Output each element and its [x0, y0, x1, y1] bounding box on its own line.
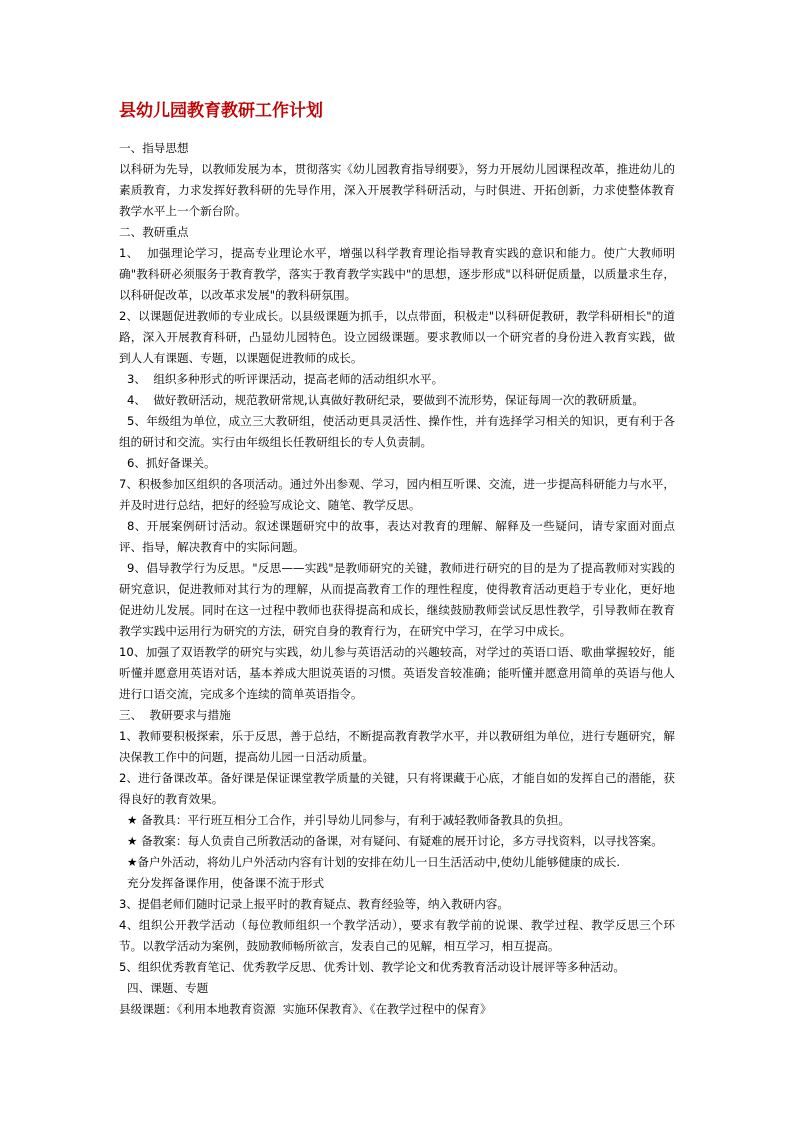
paragraph: 县级课题：《利用本地教育资源 实施环保教育》、《在教学过程中的保育》 — [119, 1002, 492, 1016]
paragraph: ★ 备教案：每人负责自己所教活动的备课，对有疑问、有疑难的展开讨论，多方寻找资料，以寻找答案。 — [127, 834, 663, 848]
paragraph: 4、组织公开教学活动（每位教师组织一个教学活动），要求有教学前的说课、教学过程、教学反思三个环节。以教学活动为案例，鼓励教师畅所欲言，发表自己的见解，相互学习，相互提高。 — [119, 918, 675, 953]
paragraph: 9、倡导教学行为反思。"反思——实践"是教师研究的关键，教师进行研究的目的是为了提高教师对实践的研究意识，促进教师对其行为的理解，从而提高教育工作的理性程度，使得教育活动更趋于专业化，更好地促进幼儿发展。同时在这一过程中教师也获得提高和成长，继续鼓励教师尝试反思性教学，引导教师在教育教学实践中运用行为研究的方法，研究自身的教育行为，在研究中学习，在学习中成长。 — [119, 561, 675, 638]
document-body — [119, 138, 675, 1020]
paragraph: 2、进行备课改革。备好课是保证课堂教学质量的关键，只有将课藏于心底，才能自如的发挥自己的潜能，获得良好的教育效果。 — [119, 771, 675, 806]
paragraph: 1、教师要积极探索，乐于反思，善于总结，不断提高教育教学水平，并以教研组为单位，进行专题研究，解决保教工作中的问题，提高幼儿园一日活动质量。 — [119, 729, 675, 764]
paragraph: 5、年级组为单位，成立三大教研组，使活动更具灵活性、操作性，并有选择学习相关的知识，更有利于各组的研讨和交流。实行由年级组长任教研组长的专人负责制。 — [119, 414, 675, 449]
section-heading: 三、 教研要求与措施 — [119, 708, 231, 722]
document-title: 县幼儿园教育教研工作计划 — [119, 101, 323, 121]
section-heading: 二、教研重点 — [119, 225, 189, 239]
paragraph: 3、提倡老师们随时记录上报平时的教育疑点、教育经验等，纳入教研内容。 — [119, 897, 509, 911]
paragraph: 4、 做好教研活动，规范教研常规,认真做好教研纪录，要做到不流形势，保证每周一次的教研质量。 — [127, 393, 644, 407]
paragraph: 8、开展案例研讨活动。叙述课题研究中的故事，表达对教育的理解、解释及一些疑问，请专家面对面点评、指导，解决教育中的实际问题。 — [119, 519, 675, 554]
paragraph: 7、积极参加区组织的各项活动。通过外出参观、学习，园内相互听课、交流，进一步提高科研能力与水平，并及时进行总结，把好的经验写成论文、随笔、教学反思。 — [119, 477, 675, 512]
paragraph: ★ 备教具：平行班互相分工合作，并引导幼儿同参与，有利于减轻教师备教具的负担。 — [127, 813, 571, 827]
paragraph: 1、 加强理论学习，提高专业理论水平，增强以科学教育理论指导教育实践的意识和能力。使广大教师明确"教科研必须服务于教育教学，落实于教育教学实践中"的思想，逐步形成"以科研促质量，以质量求生存，以科研促改革，以改革求发展"的教科研氛围。 — [119, 246, 675, 302]
paragraph: 四、课题、专题 — [127, 981, 209, 995]
section-heading: 一、指导思想 — [119, 141, 189, 155]
paragraph: ★备户外活动，将幼儿户外活动内容有计划的安排在幼儿一日生活活动中,使幼儿能够健康的成长. — [127, 855, 621, 869]
paragraph: 以科研为先导，以教师发展为本，贯彻落实《幼儿园教育指导纲要》，努力开展幼儿园课程改革，推进幼儿的素质教育，力求发挥好教科研的先导作用，深入开展教学科研活动，与时俱进、开拓创新，力求使整体教育教学水平上一个新台阶。 — [119, 162, 675, 218]
paragraph: 6、抓好备课关。 — [127, 456, 216, 470]
paragraph: 3、 组织多种形式的听评课活动，提高老师的活动组织水平。 — [127, 372, 444, 386]
paragraph: 充分发挥备课作用，使备课不流于形式 — [127, 876, 325, 890]
paragraph: 5、组织优秀教育笔记、优秀教学反思、优秀计划、教学论文和优秀教育活动设计展评等多种活动。 — [119, 960, 625, 974]
paragraph: 2、以课题促进教师的专业成长。以县级课题为抓手，以点带面，积极走"以科研促教研，教学科研相长"的道路，深入开展教育科研，凸显幼儿园特色。设立园级课题。要求教师以一个研究者的身份进入教育实践，做到人人有课题、专题，以课题促进教师的成长。 — [119, 309, 675, 365]
paragraph: 10、加强了双语教学的研究与实践，幼儿参与英语活动的兴趣较高，对学过的英语口语、歌曲掌握较好，能听懂并愿意用英语对话，基本养成大胆说英语的习惯。英语发音较准确；能听懂并愿意用简单的英语与他人进行口语交流，完成多个连续的简单英语指令。 — [119, 645, 675, 701]
